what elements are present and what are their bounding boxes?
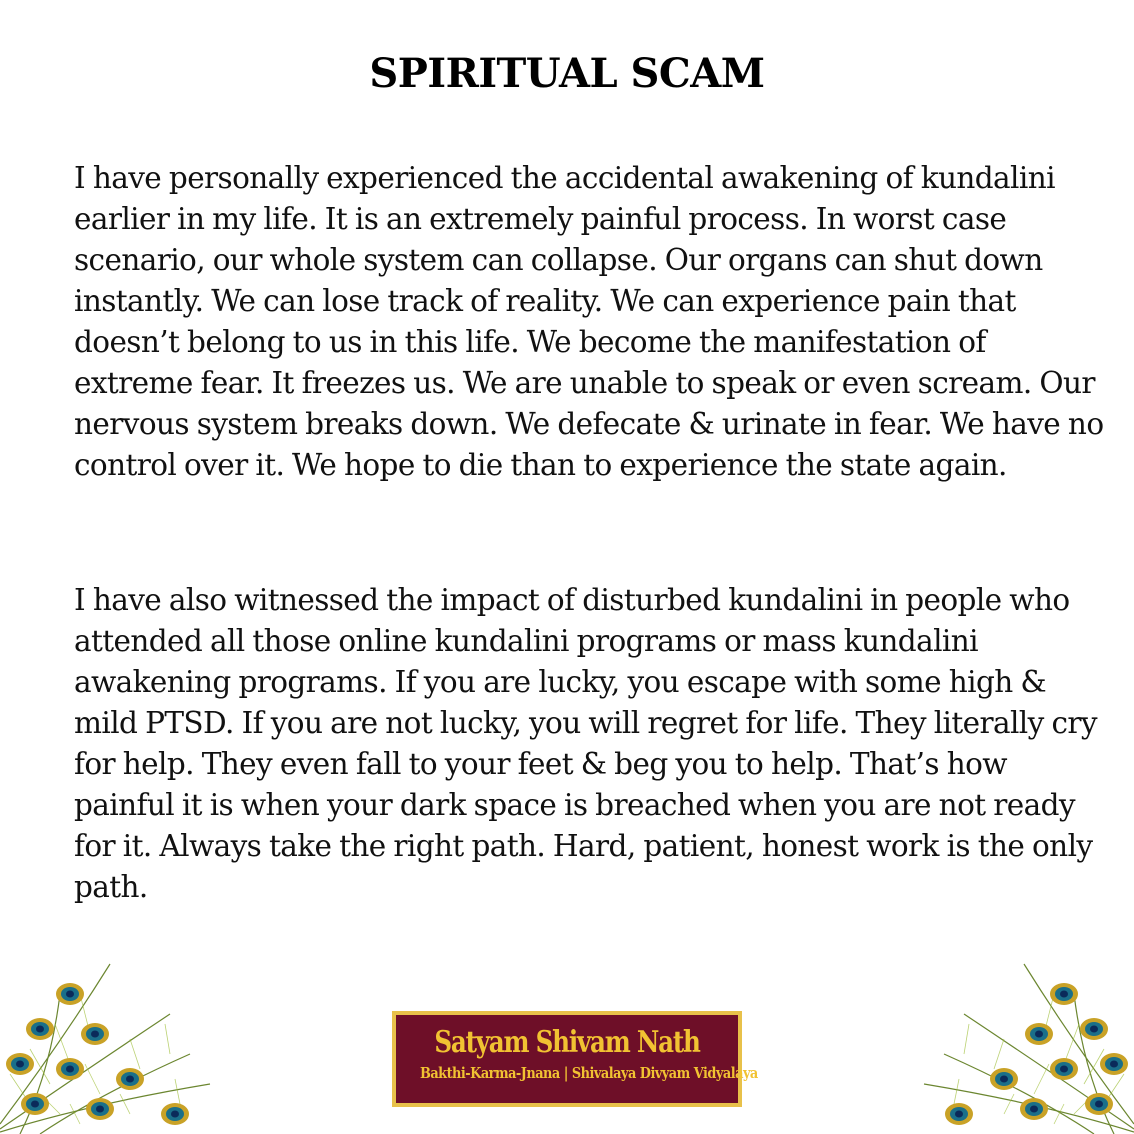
paragraph-2: I have also witnessed the impact of disturbed kundalini in people who attended all those online kundalini programs or mass kundalini awakening programs. If you are lucky, you escape with some high & mild PTSD. If you are not lucky, you will regret for life. They literally cry for help. They even fall to your feet & beg you to help. That’s how painful it is when your dark space is breached when you are not ready for it. Always take the right path. Hard, patient, honest work is the only path. [74, 583, 1097, 904]
brand-tagline: Bakthi-Karma-Jnana | Shivalaya Divyam Vidyalaya [419, 1064, 758, 1082]
peacock-feather-icon [919, 954, 1134, 1134]
brand-name: Satyam Shivam Nath [434, 1025, 700, 1060]
page-title: SPIRITUAL SCAM [369, 50, 765, 97]
peacock-feather-icon [0, 954, 215, 1134]
brand-logo [392, 1011, 758, 1107]
paragraph-1: I have personally experienced the accidental awakening of kundalini earlier in my life. It is an extremely painful process. In worst case scenario, our whole system can collapse. Our organs can shut down instantly. We can lose track of reality. We can experience pain that doesn’t belong to us in this life. We become the manifestation of extreme fear. It freezes us. We are unable to speak or even scream. Our nervous system breaks down. We defecate & urinate in fear. We have no control over it. We hope to die than to experience the state again. [74, 161, 1104, 482]
